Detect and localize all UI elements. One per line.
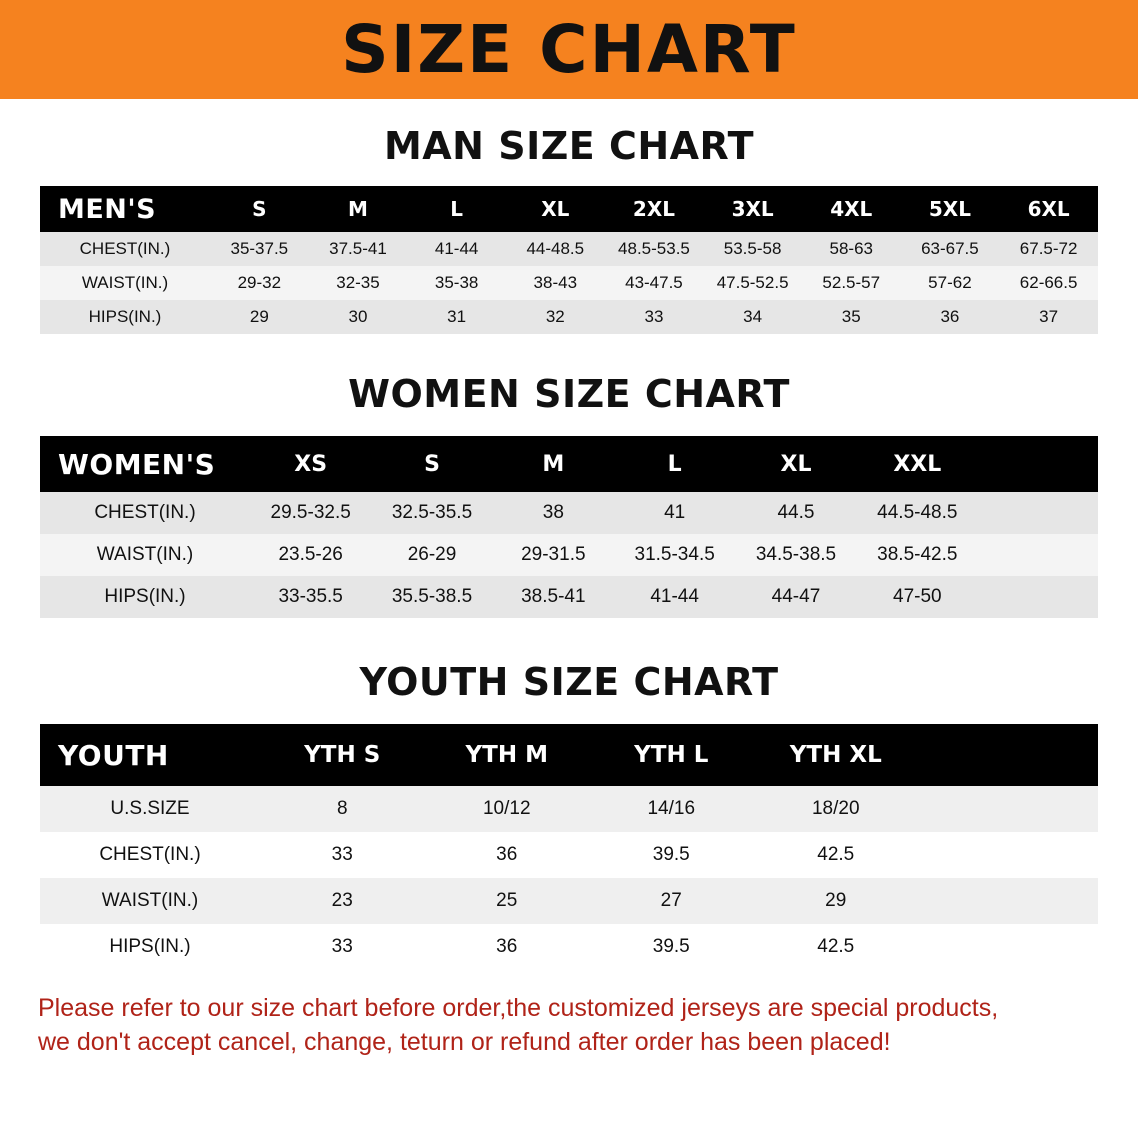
man-waist-2xl: 43-47.5 — [625, 273, 683, 292]
page-title: SIZE CHART — [341, 10, 797, 88]
man-section-title: MAN SIZE CHART — [383, 124, 755, 168]
man-hips-5xl: 36 — [940, 307, 960, 326]
man-waist-m: 32-35 — [336, 273, 380, 292]
youth-col-spacer — [918, 724, 1098, 786]
women-row-hips-label: HIPS(IN.) — [104, 586, 186, 607]
women-size-table — [40, 436, 1098, 618]
youth-ussize-ythm: 10/12 — [482, 798, 531, 819]
women-corner-label: WOMEN'S — [40, 436, 250, 492]
policy-note-line-1: Please refer to our size chart before order,the customized jerseys are special products, — [38, 994, 999, 1022]
man-hips-6xl: 37 — [1039, 307, 1059, 326]
women-chest-xl: 44.5 — [777, 502, 815, 523]
women-col-l: L — [614, 436, 735, 492]
man-col-l: L — [407, 186, 506, 232]
man-waist-6xl: 62-66.5 — [1019, 273, 1078, 292]
table-row — [40, 300, 1098, 334]
women-waist-xs: 23.5-26 — [278, 544, 343, 565]
man-waist-3xl: 47.5-52.5 — [716, 273, 789, 292]
man-corner-label: MEN'S — [40, 186, 210, 232]
women-hips-xs: 33-35.5 — [278, 586, 343, 607]
youth-corner-label: YOUTH — [40, 724, 260, 786]
youth-chest-ythl: 39.5 — [652, 844, 690, 865]
policy-note-line-2: we don't accept cancel, change, teturn or refund after order has been placed! — [38, 1027, 891, 1056]
youth-waist-ythxl: 29 — [825, 890, 847, 911]
table-row — [40, 232, 1098, 266]
women-chest-spacer — [978, 492, 1098, 534]
youth-header-row — [40, 724, 1098, 786]
page-banner — [0, 0, 1138, 99]
man-hips-s: 29 — [249, 307, 269, 326]
man-table-wrap — [40, 186, 1098, 334]
youth-hips-spacer — [918, 924, 1098, 970]
youth-row-ussize-label: U.S.SIZE — [110, 798, 190, 819]
women-chest-xxl: 44.5-48.5 — [877, 502, 958, 523]
man-col-5xl: 5XL — [901, 186, 1000, 232]
youth-ussize-spacer — [918, 786, 1098, 832]
man-chest-s: 35-37.5 — [230, 239, 289, 258]
women-table-body — [40, 492, 1098, 618]
youth-hips-ythxl: 42.5 — [817, 936, 855, 957]
youth-size-table — [40, 724, 1098, 970]
youth-chest-spacer — [918, 832, 1098, 878]
man-hips-m: 30 — [348, 307, 368, 326]
youth-col-ythl: YTH L — [589, 724, 754, 786]
women-chest-l: 41 — [664, 502, 686, 523]
youth-row-waist-label: WAIST(IN.) — [101, 890, 199, 911]
women-table-head — [40, 436, 1098, 492]
table-row — [40, 576, 1098, 618]
women-row-chest-label: CHEST(IN.) — [94, 502, 196, 523]
man-waist-xl: 38-43 — [533, 273, 578, 292]
man-chest-m: 37.5-41 — [329, 239, 387, 258]
man-waist-5xl: 57-62 — [928, 273, 972, 292]
women-chest-xs: 29.5-32.5 — [270, 502, 351, 523]
women-hips-xxl: 47-50 — [893, 586, 942, 607]
women-hips-l: 41-44 — [650, 586, 699, 607]
women-waist-l: 31.5-34.5 — [634, 544, 715, 565]
youth-section-title: YOUTH SIZE CHART — [359, 660, 779, 704]
women-col-xxl: XXL — [857, 436, 978, 492]
women-col-xl: XL — [735, 436, 856, 492]
man-chest-4xl: 58-63 — [829, 239, 873, 258]
women-hips-m: 38.5-41 — [521, 586, 586, 607]
man-col-3xl: 3XL — [703, 186, 802, 232]
women-chest-s: 32.5-35.5 — [391, 502, 473, 523]
youth-waist-ythm: 25 — [496, 890, 518, 911]
women-header-row — [40, 436, 1098, 492]
women-col-m: M — [493, 436, 614, 492]
man-hips-2xl: 33 — [644, 307, 664, 326]
man-header-row — [40, 186, 1098, 232]
policy-note — [38, 992, 1100, 1060]
man-table-head — [40, 186, 1098, 232]
man-table-body — [40, 232, 1098, 334]
women-waist-m: 29-31.5 — [521, 544, 586, 565]
table-row — [40, 534, 1098, 576]
women-table-wrap — [40, 436, 1098, 618]
youth-table-body — [40, 786, 1098, 970]
youth-ussize-ythl: 14/16 — [647, 798, 696, 819]
man-chest-l: 41-44 — [434, 239, 479, 258]
youth-hips-ythm: 36 — [496, 936, 518, 957]
man-chest-6xl: 67.5-72 — [1019, 239, 1078, 258]
man-col-4xl: 4XL — [802, 186, 901, 232]
man-row-hips-label: HIPS(IN.) — [88, 307, 162, 326]
youth-chest-yths: 33 — [331, 844, 353, 865]
youth-chest-ythm: 36 — [496, 844, 518, 865]
women-waist-xxl: 38.5-42.5 — [877, 544, 958, 565]
table-row — [40, 786, 1098, 832]
women-chest-m: 38 — [542, 502, 564, 523]
man-col-2xl: 2XL — [605, 186, 704, 232]
youth-waist-ythl: 27 — [660, 890, 682, 911]
women-section-title: WOMEN SIZE CHART — [348, 372, 790, 416]
man-hips-3xl: 34 — [743, 307, 763, 326]
women-waist-xl: 34.5-38.5 — [755, 544, 837, 565]
man-chest-5xl: 63-67.5 — [921, 239, 979, 258]
youth-waist-spacer — [918, 878, 1098, 924]
man-col-6xl: 6XL — [999, 186, 1098, 232]
man-waist-s: 29-32 — [237, 273, 282, 292]
youth-ussize-yths: 8 — [336, 798, 348, 819]
man-chest-3xl: 53.5-58 — [723, 239, 782, 258]
man-hips-4xl: 35 — [841, 307, 861, 326]
man-col-s: S — [210, 186, 309, 232]
women-waist-s: 26-29 — [407, 544, 457, 565]
man-chest-2xl: 48.5-53.5 — [618, 239, 690, 258]
man-chest-xl: 44-48.5 — [526, 239, 585, 258]
youth-col-yths: YTH S — [260, 724, 425, 786]
youth-chest-ythxl: 42.5 — [817, 844, 855, 865]
table-row — [40, 492, 1098, 534]
women-col-s: S — [371, 436, 492, 492]
man-row-waist-label: WAIST(IN.) — [81, 273, 169, 292]
man-row-chest-label: CHEST(IN.) — [79, 239, 171, 258]
man-col-m: M — [309, 186, 408, 232]
youth-hips-ythl: 39.5 — [652, 936, 690, 957]
table-row — [40, 832, 1098, 878]
man-waist-l: 35-38 — [434, 273, 479, 292]
man-hips-xl: 32 — [545, 307, 565, 326]
table-row — [40, 924, 1098, 970]
youth-row-chest-label: CHEST(IN.) — [99, 844, 201, 865]
women-waist-spacer — [978, 534, 1098, 576]
youth-col-ythm: YTH M — [425, 724, 590, 786]
youth-table-wrap — [40, 724, 1098, 970]
youth-ussize-ythxl: 18/20 — [811, 798, 860, 819]
table-row — [40, 878, 1098, 924]
women-hips-spacer — [978, 576, 1098, 618]
women-row-waist-label: WAIST(IN.) — [96, 544, 194, 565]
table-row — [40, 266, 1098, 300]
youth-hips-yths: 33 — [331, 936, 353, 957]
man-hips-l: 31 — [447, 307, 467, 326]
man-col-xl: XL — [506, 186, 605, 232]
youth-table-head — [40, 724, 1098, 786]
man-waist-4xl: 52.5-57 — [822, 273, 881, 292]
youth-row-hips-label: HIPS(IN.) — [109, 936, 191, 957]
women-hips-s: 35.5-38.5 — [391, 586, 473, 607]
youth-waist-yths: 23 — [331, 890, 353, 911]
women-hips-xl: 44-47 — [771, 586, 821, 607]
youth-col-ythxl: YTH XL — [754, 724, 919, 786]
women-col-spacer — [978, 436, 1098, 492]
women-col-xs: XS — [250, 436, 371, 492]
man-size-table — [40, 186, 1098, 334]
